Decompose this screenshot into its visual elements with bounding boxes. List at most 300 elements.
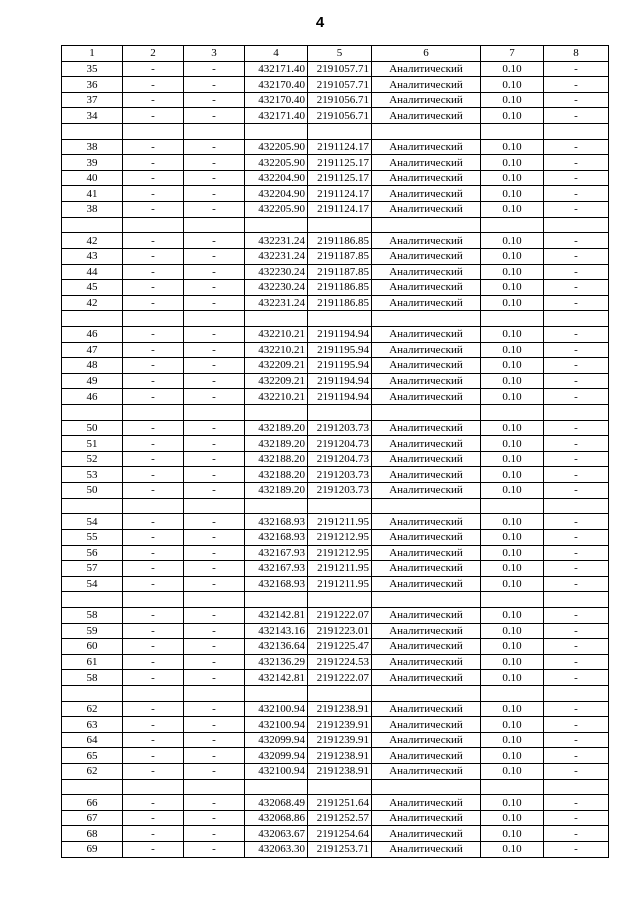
y-coordinate-cell: 2191251.64 [308, 795, 372, 811]
y-coordinate-cell: 2191252.57 [308, 810, 372, 826]
col2-cell [123, 311, 184, 327]
accuracy-cell: 0.10 [481, 280, 544, 296]
col8-cell: - [544, 295, 609, 311]
point-number-cell: 40 [62, 170, 123, 186]
point-number-cell [62, 405, 123, 421]
table-row [62, 529, 609, 545]
col3-cell: - [184, 639, 245, 655]
column-header: 6 [372, 46, 481, 62]
col8-cell: - [544, 451, 609, 467]
accuracy-cell: 0.10 [481, 436, 544, 452]
x-coordinate-cell [245, 498, 308, 514]
col2-cell: - [123, 170, 184, 186]
accuracy-cell: 0.10 [481, 389, 544, 405]
col2-cell: - [123, 451, 184, 467]
col3-cell: - [184, 545, 245, 561]
table-row [62, 717, 609, 733]
col8-cell: - [544, 61, 609, 77]
point-number-cell: 45 [62, 280, 123, 296]
point-number-cell: 58 [62, 607, 123, 623]
table-row [62, 795, 609, 811]
col3-cell: - [184, 420, 245, 436]
x-coordinate-cell [245, 311, 308, 327]
point-number-cell: 49 [62, 373, 123, 389]
point-number-cell: 47 [62, 342, 123, 358]
table-row [62, 342, 609, 358]
col3-cell: - [184, 155, 245, 171]
x-coordinate-cell [245, 685, 308, 701]
col8-cell: - [544, 264, 609, 280]
accuracy-cell: 0.10 [481, 264, 544, 280]
y-coordinate-cell: 2191204.73 [308, 451, 372, 467]
col8-cell [544, 498, 609, 514]
table-row [62, 483, 609, 499]
method-cell: Аналитический [372, 639, 481, 655]
y-coordinate-cell [308, 685, 372, 701]
col3-cell [184, 217, 245, 233]
col3-cell: - [184, 264, 245, 280]
method-cell: Аналитический [372, 842, 481, 858]
col3-cell [184, 405, 245, 421]
col2-cell [123, 498, 184, 514]
y-coordinate-cell: 2191225.47 [308, 639, 372, 655]
accuracy-cell: 0.10 [481, 248, 544, 264]
accuracy-cell: 0.10 [481, 186, 544, 202]
y-coordinate-cell [308, 124, 372, 140]
col3-cell [184, 592, 245, 608]
col2-cell: - [123, 436, 184, 452]
y-coordinate-cell: 2191203.73 [308, 483, 372, 499]
point-number-cell: 54 [62, 576, 123, 592]
accuracy-cell: 0.10 [481, 826, 544, 842]
col2-cell: - [123, 61, 184, 77]
col8-cell: - [544, 233, 609, 249]
column-header: 1 [62, 46, 123, 62]
table-row [62, 139, 609, 155]
accuracy-cell: 0.10 [481, 842, 544, 858]
method-cell: Аналитический [372, 514, 481, 530]
accuracy-cell [481, 498, 544, 514]
col8-cell: - [544, 623, 609, 639]
point-number-cell: 48 [62, 358, 123, 374]
col3-cell: - [184, 826, 245, 842]
table-row [62, 826, 609, 842]
col3-cell: - [184, 529, 245, 545]
table-separator-row [62, 405, 609, 421]
col3-cell: - [184, 295, 245, 311]
table-row [62, 545, 609, 561]
point-number-cell: 63 [62, 717, 123, 733]
table-row [62, 264, 609, 280]
table-row [62, 202, 609, 218]
y-coordinate-cell: 2191203.73 [308, 420, 372, 436]
method-cell [372, 685, 481, 701]
point-number-cell: 62 [62, 764, 123, 780]
table-row [62, 61, 609, 77]
x-coordinate-cell: 432143.16 [245, 623, 308, 639]
col2-cell: - [123, 795, 184, 811]
col8-cell: - [544, 420, 609, 436]
x-coordinate-cell: 432205.90 [245, 139, 308, 155]
accuracy-cell: 0.10 [481, 483, 544, 499]
y-coordinate-cell: 2191212.95 [308, 529, 372, 545]
col2-cell: - [123, 358, 184, 374]
table-row [62, 373, 609, 389]
col8-cell: - [544, 701, 609, 717]
col8-cell: - [544, 280, 609, 296]
table-row [62, 186, 609, 202]
col8-cell: - [544, 607, 609, 623]
method-cell: Аналитический [372, 280, 481, 296]
method-cell: Аналитический [372, 748, 481, 764]
accuracy-cell: 0.10 [481, 92, 544, 108]
table-row [62, 748, 609, 764]
point-number-cell: 34 [62, 108, 123, 124]
accuracy-cell: 0.10 [481, 155, 544, 171]
y-coordinate-cell: 2191056.71 [308, 108, 372, 124]
col2-cell: - [123, 264, 184, 280]
y-coordinate-cell: 2191211.95 [308, 514, 372, 530]
col3-cell: - [184, 607, 245, 623]
method-cell: Аналитический [372, 810, 481, 826]
y-coordinate-cell: 2191203.73 [308, 467, 372, 483]
x-coordinate-cell: 432210.21 [245, 326, 308, 342]
point-number-cell: 65 [62, 748, 123, 764]
accuracy-cell: 0.10 [481, 358, 544, 374]
accuracy-cell: 0.10 [481, 514, 544, 530]
col3-cell: - [184, 576, 245, 592]
col8-cell [544, 405, 609, 421]
point-number-cell: 69 [62, 842, 123, 858]
point-number-cell [62, 498, 123, 514]
col3-cell: - [184, 701, 245, 717]
col3-cell [184, 685, 245, 701]
col2-cell: - [123, 529, 184, 545]
point-number-cell: 42 [62, 233, 123, 249]
col3-cell [184, 498, 245, 514]
col8-cell [544, 779, 609, 795]
point-number-cell [62, 685, 123, 701]
point-number-cell [62, 311, 123, 327]
col8-cell: - [544, 795, 609, 811]
col3-cell: - [184, 451, 245, 467]
point-number-cell: 50 [62, 420, 123, 436]
table-separator-row [62, 217, 609, 233]
col3-cell: - [184, 842, 245, 858]
col2-cell: - [123, 701, 184, 717]
accuracy-cell: 0.10 [481, 77, 544, 93]
col3-cell: - [184, 233, 245, 249]
table-row [62, 248, 609, 264]
accuracy-cell: 0.10 [481, 764, 544, 780]
col2-cell: - [123, 108, 184, 124]
x-coordinate-cell: 432231.24 [245, 248, 308, 264]
col3-cell: - [184, 248, 245, 264]
x-coordinate-cell: 432068.86 [245, 810, 308, 826]
col3-cell: - [184, 483, 245, 499]
point-number-cell: 51 [62, 436, 123, 452]
method-cell: Аналитический [372, 529, 481, 545]
col2-cell: - [123, 139, 184, 155]
table-separator-row [62, 779, 609, 795]
y-coordinate-cell [308, 311, 372, 327]
col2-cell: - [123, 748, 184, 764]
point-number-cell: 52 [62, 451, 123, 467]
col2-cell: - [123, 295, 184, 311]
col8-cell: - [544, 373, 609, 389]
col8-cell: - [544, 826, 609, 842]
x-coordinate-cell: 432168.93 [245, 529, 308, 545]
method-cell: Аналитический [372, 108, 481, 124]
method-cell: Аналитический [372, 561, 481, 577]
method-cell: Аналитический [372, 654, 481, 670]
table-separator-row [62, 311, 609, 327]
y-coordinate-cell: 2191238.91 [308, 701, 372, 717]
col3-cell: - [184, 810, 245, 826]
accuracy-cell: 0.10 [481, 732, 544, 748]
table-row [62, 233, 609, 249]
table-row [62, 701, 609, 717]
accuracy-cell: 0.10 [481, 748, 544, 764]
method-cell: Аналитический [372, 326, 481, 342]
method-cell: Аналитический [372, 264, 481, 280]
col8-cell: - [544, 358, 609, 374]
accuracy-cell: 0.10 [481, 654, 544, 670]
point-number-cell: 59 [62, 623, 123, 639]
col2-cell: - [123, 842, 184, 858]
col8-cell: - [544, 529, 609, 545]
col2-cell: - [123, 248, 184, 264]
table-row [62, 623, 609, 639]
y-coordinate-cell: 2191223.01 [308, 623, 372, 639]
table-row [62, 654, 609, 670]
method-cell [372, 124, 481, 140]
method-cell: Аналитический [372, 61, 481, 77]
method-cell: Аналитический [372, 389, 481, 405]
method-cell: Аналитический [372, 170, 481, 186]
col8-cell [544, 124, 609, 140]
y-coordinate-cell: 2191125.17 [308, 155, 372, 171]
col2-cell: - [123, 155, 184, 171]
point-number-cell: 42 [62, 295, 123, 311]
y-coordinate-cell: 2191124.17 [308, 186, 372, 202]
method-cell: Аналитический [372, 358, 481, 374]
y-coordinate-cell [308, 405, 372, 421]
col3-cell: - [184, 92, 245, 108]
col2-cell: - [123, 202, 184, 218]
x-coordinate-cell: 432188.20 [245, 451, 308, 467]
col8-cell: - [544, 139, 609, 155]
table-row [62, 108, 609, 124]
table-header-row [62, 46, 609, 62]
point-number-cell: 41 [62, 186, 123, 202]
col8-cell: - [544, 483, 609, 499]
accuracy-cell: 0.10 [481, 810, 544, 826]
col2-cell: - [123, 545, 184, 561]
y-coordinate-cell: 2191057.71 [308, 61, 372, 77]
column-header: 8 [544, 46, 609, 62]
point-number-cell: 36 [62, 77, 123, 93]
col2-cell: - [123, 670, 184, 686]
method-cell: Аналитический [372, 233, 481, 249]
y-coordinate-cell: 2191195.94 [308, 342, 372, 358]
column-header: 3 [184, 46, 245, 62]
accuracy-cell: 0.10 [481, 670, 544, 686]
col8-cell: - [544, 654, 609, 670]
method-cell: Аналитический [372, 764, 481, 780]
column-header: 5 [308, 46, 372, 62]
table-separator-row [62, 592, 609, 608]
method-cell [372, 592, 481, 608]
table-row [62, 92, 609, 108]
table-row [62, 607, 609, 623]
accuracy-cell: 0.10 [481, 170, 544, 186]
y-coordinate-cell: 2191212.95 [308, 545, 372, 561]
col3-cell: - [184, 61, 245, 77]
y-coordinate-cell: 2191239.91 [308, 717, 372, 733]
x-coordinate-cell: 432204.90 [245, 170, 308, 186]
point-number-cell: 56 [62, 545, 123, 561]
method-cell: Аналитический [372, 826, 481, 842]
col8-cell: - [544, 77, 609, 93]
method-cell: Аналитический [372, 420, 481, 436]
col2-cell: - [123, 623, 184, 639]
point-number-cell: 46 [62, 326, 123, 342]
col8-cell: - [544, 842, 609, 858]
y-coordinate-cell: 2191254.64 [308, 826, 372, 842]
table-row [62, 170, 609, 186]
method-cell: Аналитический [372, 670, 481, 686]
col2-cell: - [123, 717, 184, 733]
col2-cell: - [123, 280, 184, 296]
x-coordinate-cell: 432205.90 [245, 155, 308, 171]
col3-cell: - [184, 670, 245, 686]
col8-cell: - [544, 670, 609, 686]
x-coordinate-cell: 432171.40 [245, 108, 308, 124]
col8-cell: - [544, 202, 609, 218]
point-number-cell [62, 592, 123, 608]
x-coordinate-cell: 432210.21 [245, 342, 308, 358]
table-separator-row [62, 124, 609, 140]
method-cell: Аналитический [372, 155, 481, 171]
col8-cell: - [544, 342, 609, 358]
x-coordinate-cell: 432142.81 [245, 607, 308, 623]
col3-cell: - [184, 732, 245, 748]
method-cell: Аналитический [372, 436, 481, 452]
x-coordinate-cell [245, 217, 308, 233]
accuracy-cell: 0.10 [481, 373, 544, 389]
col3-cell: - [184, 202, 245, 218]
method-cell: Аналитический [372, 248, 481, 264]
y-coordinate-cell: 2191125.17 [308, 170, 372, 186]
col3-cell: - [184, 654, 245, 670]
col8-cell: - [544, 186, 609, 202]
table-row [62, 326, 609, 342]
accuracy-cell: 0.10 [481, 529, 544, 545]
col8-cell: - [544, 748, 609, 764]
col2-cell: - [123, 639, 184, 655]
method-cell: Аналитический [372, 342, 481, 358]
col2-cell: - [123, 467, 184, 483]
y-coordinate-cell: 2191239.91 [308, 732, 372, 748]
y-coordinate-cell [308, 592, 372, 608]
col3-cell: - [184, 795, 245, 811]
col2-cell [123, 405, 184, 421]
method-cell [372, 498, 481, 514]
y-coordinate-cell [308, 217, 372, 233]
table-row [62, 436, 609, 452]
method-cell [372, 217, 481, 233]
y-coordinate-cell: 2191222.07 [308, 670, 372, 686]
col8-cell: - [544, 810, 609, 826]
accuracy-cell: 0.10 [481, 202, 544, 218]
y-coordinate-cell: 2191195.94 [308, 358, 372, 374]
col3-cell: - [184, 764, 245, 780]
y-coordinate-cell: 2191124.17 [308, 202, 372, 218]
col8-cell [544, 685, 609, 701]
col2-cell: - [123, 373, 184, 389]
x-coordinate-cell: 432189.20 [245, 420, 308, 436]
y-coordinate-cell [308, 498, 372, 514]
y-coordinate-cell: 2191194.94 [308, 389, 372, 405]
x-coordinate-cell: 432210.21 [245, 389, 308, 405]
y-coordinate-cell: 2191187.85 [308, 264, 372, 280]
method-cell: Аналитический [372, 92, 481, 108]
accuracy-cell: 0.10 [481, 295, 544, 311]
point-number-cell: 64 [62, 732, 123, 748]
col8-cell: - [544, 514, 609, 530]
col8-cell: - [544, 764, 609, 780]
col2-cell: - [123, 810, 184, 826]
col3-cell: - [184, 108, 245, 124]
y-coordinate-cell: 2191224.53 [308, 654, 372, 670]
y-coordinate-cell: 2191222.07 [308, 607, 372, 623]
y-coordinate-cell: 2191253.71 [308, 842, 372, 858]
col2-cell: - [123, 514, 184, 530]
column-header: 7 [481, 46, 544, 62]
point-number-cell: 46 [62, 389, 123, 405]
table-separator-row [62, 685, 609, 701]
method-cell: Аналитический [372, 451, 481, 467]
point-number-cell: 68 [62, 826, 123, 842]
x-coordinate-cell: 432231.24 [245, 295, 308, 311]
accuracy-cell: 0.10 [481, 61, 544, 77]
table-row [62, 561, 609, 577]
col2-cell: - [123, 561, 184, 577]
method-cell: Аналитический [372, 545, 481, 561]
method-cell: Аналитический [372, 576, 481, 592]
col3-cell: - [184, 373, 245, 389]
table-row [62, 77, 609, 93]
point-number-cell [62, 124, 123, 140]
x-coordinate-cell: 432188.20 [245, 467, 308, 483]
method-cell: Аналитический [372, 623, 481, 639]
col3-cell [184, 311, 245, 327]
col2-cell: - [123, 186, 184, 202]
x-coordinate-cell: 432209.21 [245, 358, 308, 374]
accuracy-cell: 0.10 [481, 139, 544, 155]
point-number-cell: 62 [62, 701, 123, 717]
x-coordinate-cell: 432099.94 [245, 732, 308, 748]
x-coordinate-cell: 432170.40 [245, 77, 308, 93]
col8-cell: - [544, 639, 609, 655]
x-coordinate-cell: 432068.49 [245, 795, 308, 811]
y-coordinate-cell: 2191186.85 [308, 295, 372, 311]
col8-cell: - [544, 92, 609, 108]
table-row [62, 514, 609, 530]
accuracy-cell [481, 779, 544, 795]
col3-cell: - [184, 139, 245, 155]
